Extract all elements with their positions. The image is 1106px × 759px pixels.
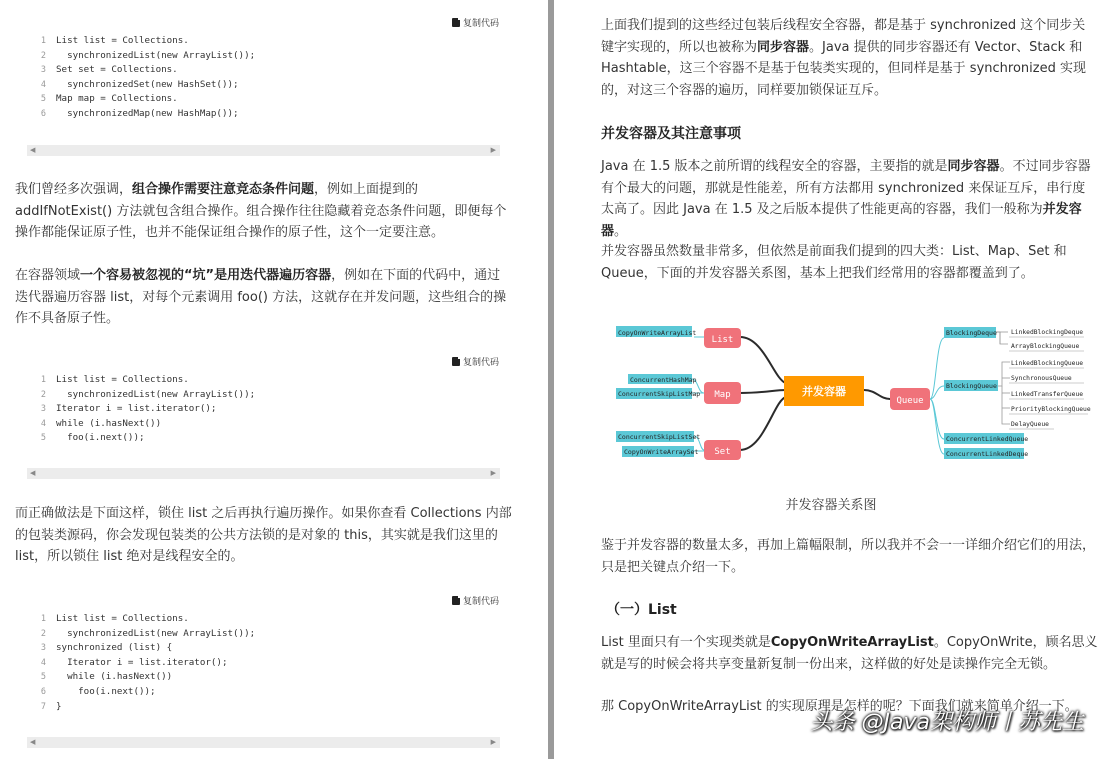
- leaf-node-label: CopyOnWriteArraySet: [624, 448, 699, 456]
- code-block-1: [28, 34, 498, 122]
- leaf-text: LinkedBlockingQueue: [1011, 360, 1084, 367]
- edge-list: [740, 337, 786, 383]
- leaf-node-label: BlockingQueue: [946, 382, 997, 390]
- code-line: 5 Map map = Collections.: [40, 93, 178, 105]
- copy-code-button[interactable]: [452, 16, 499, 29]
- paragraph: 上面我们提到的这些经过包装后线程安全容器，都是基于 synchronized 这个同步关键字实现的，所以也被称为同步容器。Java 提供的同步容器还有 Vector、Stack 和 Hashtable，这三个容器不是基于包装类实现的，但同样是基于 synchronized 实现的，对这三个容器的遍历，同样要加锁保证互斥。: [601, 18, 1086, 98]
- copy-code-label: 复制代码: [463, 597, 500, 607]
- leaf-text: DelayQueue: [1011, 421, 1049, 428]
- code-line: 1 List list = Collections.: [40, 374, 189, 385]
- code-line: 2 synchronizedList(new ArrayList());: [40, 388, 256, 400]
- code-line: 5 foo(i.next());: [40, 432, 145, 444]
- edge-bqueue-items: [998, 362, 1010, 386]
- copy-code-button[interactable]: [452, 355, 499, 368]
- leaf-node-label: CopyOnWriteArrayList: [618, 329, 697, 337]
- code-horizontal-scrollbar[interactable]: [27, 468, 500, 479]
- leaf-text: LinkedTransferQueue: [1011, 391, 1084, 398]
- code-block-3: [28, 612, 498, 714]
- code-line: 3 synchronized (list) {: [40, 642, 173, 654]
- copy-icon: [452, 357, 460, 366]
- copy-icon: [452, 18, 460, 27]
- code-line: 3 Set set = Collections.: [40, 64, 178, 76]
- paragraph: List 里面只有一个实现类就是CopyOnWriteArrayList。CopyOnWrite，顾名思义就是写的时候会将共享变量新复制一份出来，这样做的好处是读操作完全无锁。: [601, 635, 1098, 672]
- edge-queue: [864, 390, 890, 399]
- code-horizontal-scrollbar[interactable]: [27, 145, 500, 156]
- code-line: 2 synchronizedList(new ArrayList());: [40, 49, 256, 61]
- leaf-node-label: ConcurrentLinkedDeque: [946, 450, 1029, 458]
- leaf-text: PriorityBlockingQueue: [1011, 406, 1091, 413]
- paragraph: 我们曾经多次强调，组合操作需要注意竞态条件问题，例如上面提到的 addIfNotExist() 方法就包含组合操作。组合操作往往隐藏着竞态条件问题，即便每个操作都能保证原子性，也并不能保证组合操作的原子性，这个一定要注意。: [15, 182, 507, 240]
- scroll-right-arrow-icon[interactable]: ▶: [490, 146, 496, 154]
- section-heading: （一）List: [606, 602, 677, 618]
- leaf-text: ArrayBlockingQueue: [1011, 343, 1080, 350]
- leaf-node-label: BlockingDeque: [946, 329, 997, 337]
- code-line: 4 synchronizedSet(new HashSet());: [40, 78, 239, 90]
- edge-queue-cld: [930, 399, 944, 454]
- copy-icon: [452, 596, 460, 605]
- copy-code-label: 复制代码: [463, 19, 500, 29]
- scroll-right-arrow-icon[interactable]: ▶: [490, 738, 496, 746]
- code-line: 4 while (i.hasNext()): [40, 417, 162, 429]
- code-line: 4 Iterator i = list.iterator();: [40, 656, 228, 668]
- paragraph: 鉴于并发容器的数量太多，再加上篇幅限制，所以我并不会一一详细介绍它们的用法，只是把关键点介绍一下。: [601, 538, 1096, 575]
- paragraph: 在容器领域一个容易被忽视的“坑”是用迭代器遍历容器，例如在下面的代码中，通过迭代器遍历容器 list，对每个元素调用 foo() 方法，这就存在并发问题，这些组合的操作不具备原子性。: [15, 268, 507, 326]
- code-line: 6 synchronizedMap(new HashMap());: [40, 107, 239, 119]
- code-horizontal-scrollbar[interactable]: [27, 737, 500, 748]
- left-page: [0, 0, 546, 759]
- paragraph: 并发容器虽然数量非常多，但依然是前面我们提到的四大类：List、Map、Set 和 Queue，下面的并发容器关系图，基本上把我们经常用的容器都覆盖到了。: [601, 244, 1067, 281]
- edge-bdeque-items: [996, 332, 1008, 344]
- center-node-label: 并发容器: [802, 385, 846, 398]
- code-line: 6 foo(i.next());: [40, 685, 156, 697]
- code-line: 1 List list = Collections.: [40, 613, 189, 624]
- scroll-left-arrow-icon[interactable]: ◀: [30, 146, 36, 154]
- scroll-right-arrow-icon[interactable]: ▶: [490, 469, 496, 477]
- leaf-node-label: ConcurrentHashMap: [630, 376, 697, 384]
- section-heading: 并发容器及其注意事项: [601, 126, 741, 142]
- concurrent-container-diagram: [614, 320, 1094, 466]
- group-node-set-label: Set: [714, 447, 731, 457]
- paragraph: Java 在 1.5 版本之前所谓的线程安全的容器，主要指的就是同步容器。不过同步容器有个最大的问题，那就是性能差，所有方法都用 synchronized 来保证互斥，串行度太高了。因此 Java 在 1.5 及之后版本提供了性能更高的容器，我们一般称为并发容器。: [601, 159, 1091, 239]
- code-line: 1 List list = Collections.: [40, 35, 189, 46]
- group-node-map-label: Map: [714, 390, 731, 400]
- leaf-node-label: ConcurrentLinkedQueue: [946, 435, 1029, 443]
- leaf-node-label: ConcurrentSkipListSet: [618, 433, 701, 441]
- edge-queue-bdeque: [930, 338, 944, 399]
- code-line: 2 synchronizedList(new ArrayList());: [40, 627, 256, 639]
- group-node-queue-label: Queue: [896, 396, 924, 406]
- group-node-list-label: List: [711, 335, 734, 345]
- code-line: 3 Iterator i = list.iterator();: [40, 403, 217, 415]
- copy-code-button[interactable]: [452, 594, 499, 607]
- copy-code-label: 复制代码: [463, 358, 500, 368]
- leaf-node-label: ConcurrentSkipListMap: [618, 390, 701, 398]
- scroll-left-arrow-icon[interactable]: ◀: [30, 469, 36, 477]
- leaf-text: SynchronousQueue: [1011, 375, 1072, 382]
- code-line: 7 }: [40, 700, 62, 712]
- leaf-text: LinkedBlockingDeque: [1011, 329, 1084, 336]
- code-line: 5 while (i.hasNext()): [40, 671, 173, 683]
- edge-map: [740, 390, 786, 393]
- edge-set: [740, 397, 786, 450]
- scroll-left-arrow-icon[interactable]: ◀: [30, 738, 36, 746]
- page-divider: [548, 0, 554, 759]
- diagram-caption: 并发容器关系图: [785, 498, 877, 513]
- paragraph: 而正确做法是下面这样，锁住 list 之后再执行遍历操作。如果你查看 Collections 内部的包装类源码，你会发现包装类的公共方法锁的是对象的 this，其实就是我们这里的 list，所以锁住 list 绝对是线程安全的。: [15, 506, 512, 564]
- watermark: 头条 @Java架构师丨苏先生: [810, 710, 1084, 735]
- code-block-2: [28, 373, 498, 446]
- paragraph: 那 CopyOnWriteArrayList 的实现原理是怎样的呢？下面我们就来简单介绍一下。: [601, 699, 1078, 714]
